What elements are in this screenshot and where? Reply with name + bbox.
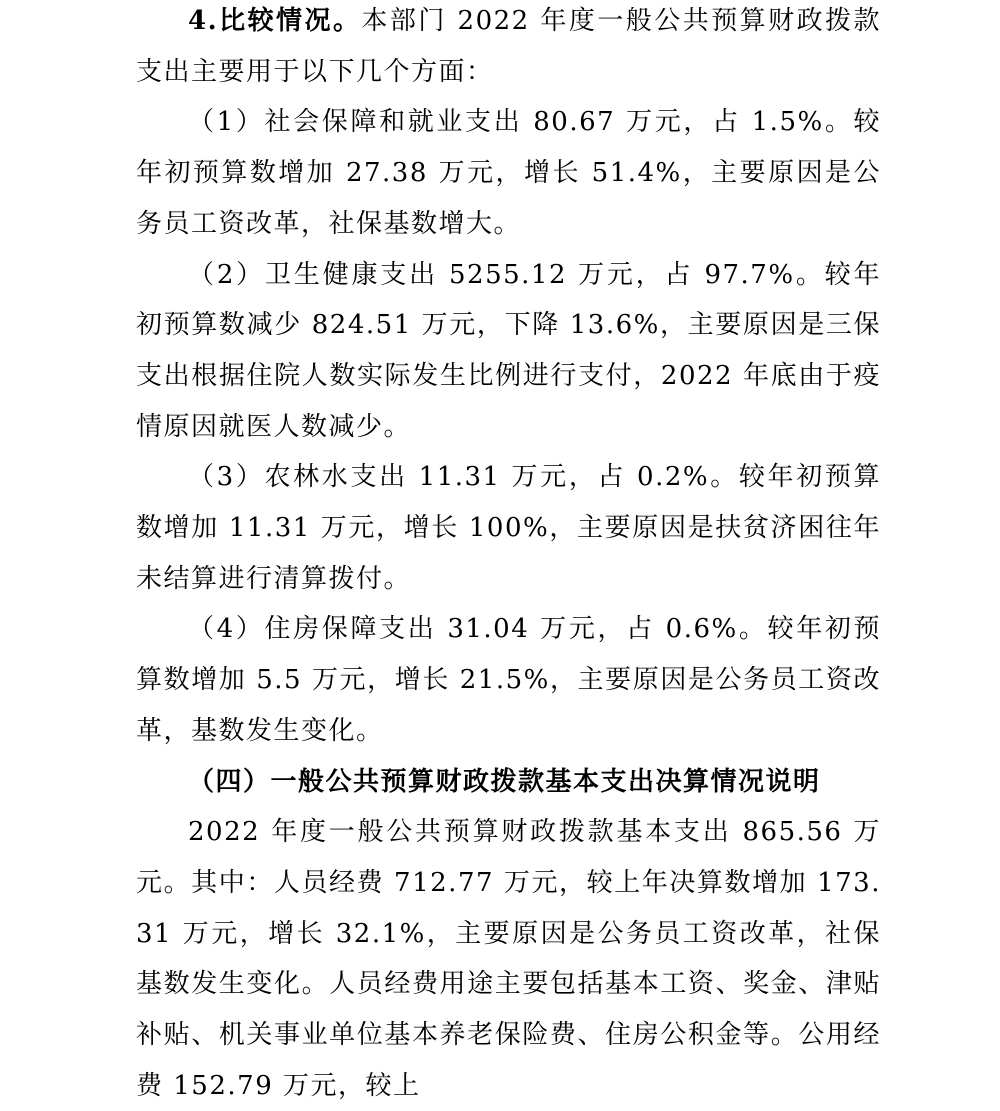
section-heading: （四）一般公共预算财政拨款基本支出决算情况说明 [188,766,821,797]
item-health: （2）卫生健康支出 5255.12 万元，占 97.7%。较年初预算数减少 824.51 万元，下降 13.6%，主要原因是三保支出根据住院人数实际发生比例进行支付，2022 年底由于疫情原因就医人数减少。 [136,259,881,442]
item-agriculture: （3）农林水支出 11.31 万元，占 0.2%。较年初预算数增加 11.31 万元，增长 100%，主要原因是扶贫济困往年未结算进行清算拨付。 [136,462,881,594]
item-housing: （4）住房保障支出 31.04 万元，占 0.6%。较年初预算数增加 5.5 万元，增长 21.5%，主要原因是公务员工资改革，基数发生变化。 [136,614,881,746]
section-4-paragraph [136,0,881,97]
section-4-lead: 4.比较情况。 [188,6,362,36]
item-social-security: （1）社会保障和就业支出 80.67 万元，占 1.5%。较年初预算数增加 27.38 万元，增长 51.4%，主要原因是公务员工资改革，社保基数增大。 [136,107,881,239]
document-page [136,0,881,1111]
basic-expense-paragraph: 2022 年度一般公共预算财政拨款基本支出 865.56 万元。其中：人员经费 712.77 万元，较上年决算数增加 173.31 万元，增长 32.1%，主要原因是公务员工资改革，社保基数发生变化。人员经费用途主要包括基本工资、奖金、津贴补贴、机关事业单位基本养老保险费、住房公积金等。公用经费 152.79 万元，较上 [136,817,881,1101]
section-4-text: 本部门 2022 年度一般公共预算财政拨款支出主要用于以下几个方面： [136,6,881,87]
